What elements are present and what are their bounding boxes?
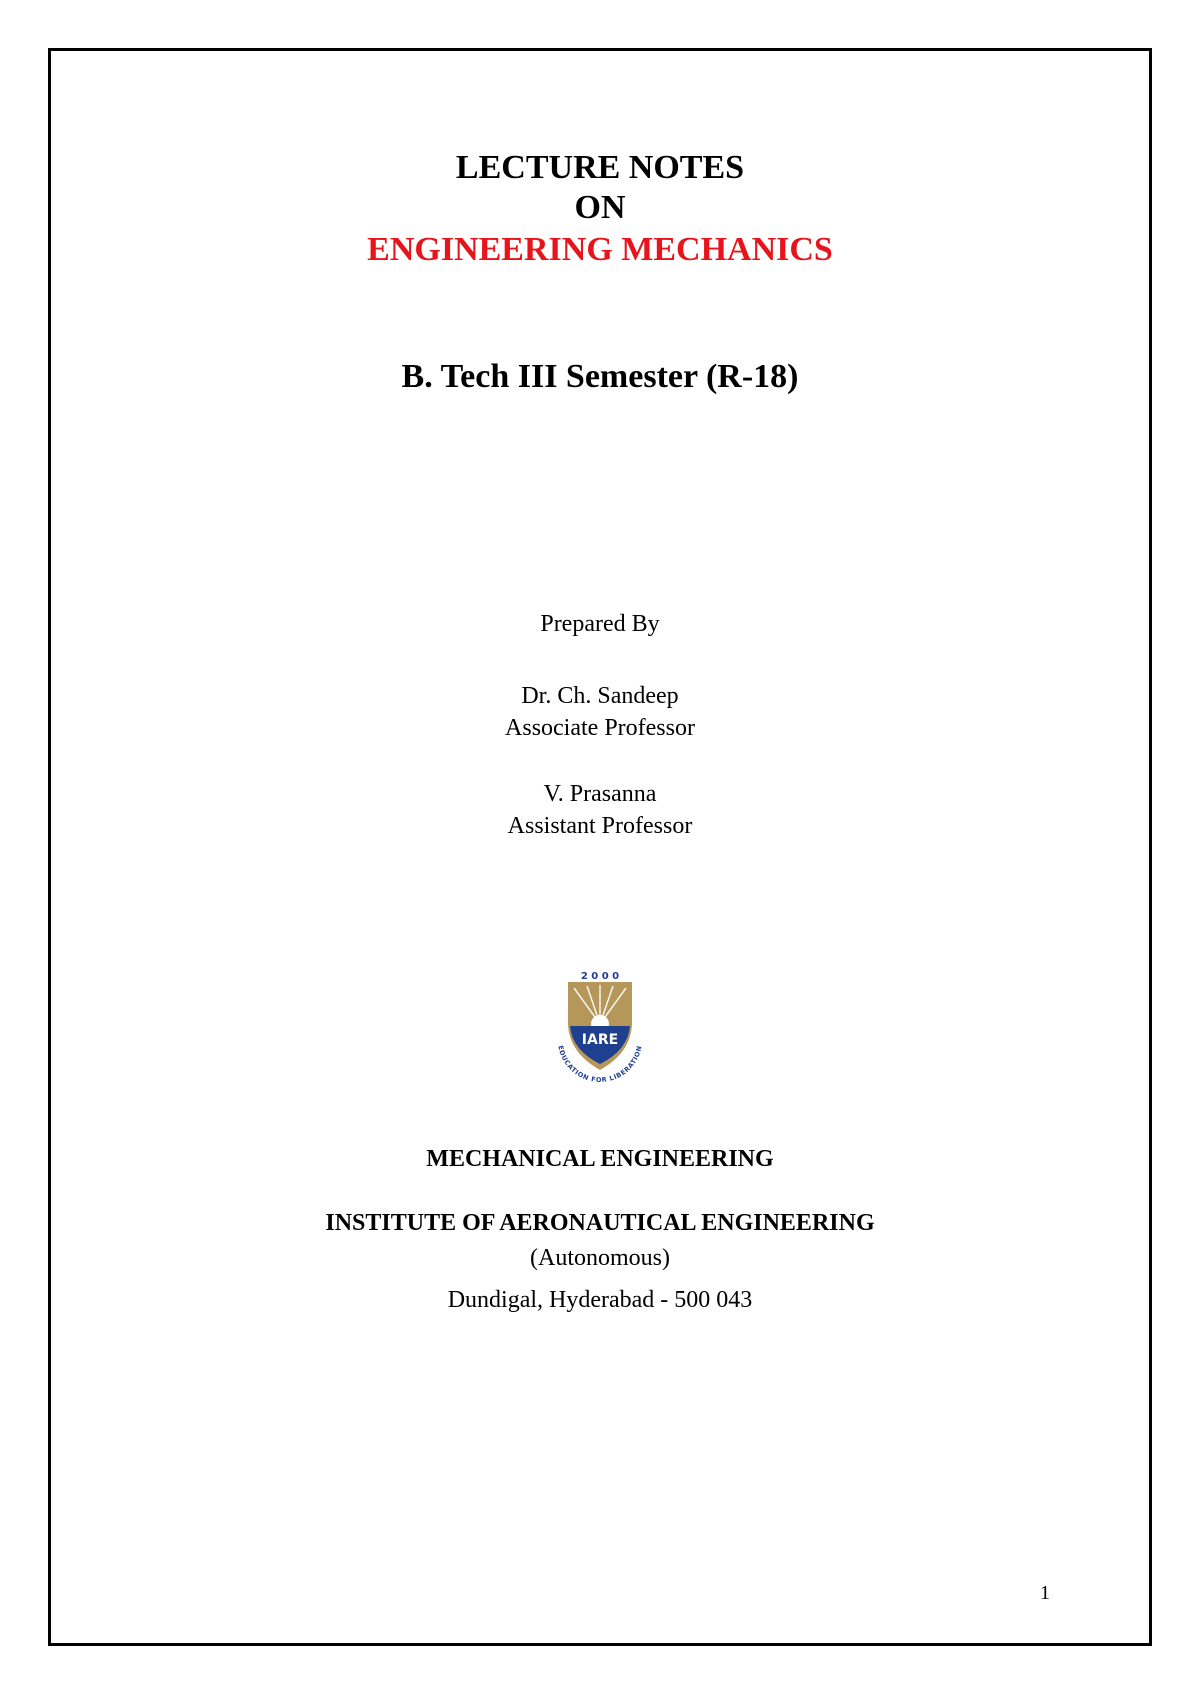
author-1-name: Dr. Ch. Sandeep: [521, 683, 679, 709]
department-name: MECHANICAL ENGINEERING: [426, 1146, 774, 1172]
page-border: [48, 48, 1152, 1646]
logo-year: 2 0 0 0: [580, 971, 620, 982]
semester-heading: B. Tech III Semester (R-18): [401, 358, 799, 395]
institute-name: INSTITUTE OF AERONAUTICAL ENGINEERING: [325, 1210, 875, 1236]
subject-title: ENGINEERING MECHANICS: [367, 231, 833, 268]
institute-address: Dundigal, Hyderabad - 500 043: [447, 1287, 753, 1313]
logo-motto: EDUCATION FOR LIBERATION: [556, 1044, 644, 1085]
logo-abbrev: IARE: [581, 1032, 619, 1048]
author-1-title: Associate Professor: [505, 715, 695, 741]
institute-status: (Autonomous): [530, 1245, 670, 1271]
title-line-2: ON: [574, 189, 626, 226]
institute-logo: [540, 966, 660, 1086]
prepared-by-label: Prepared By: [540, 611, 660, 637]
title-line-1: LECTURE NOTES: [455, 149, 745, 186]
author-2-name: V. Prasanna: [543, 781, 657, 807]
page-number: 1: [1040, 1582, 1050, 1604]
author-2-title: Assistant Professor: [507, 813, 693, 839]
